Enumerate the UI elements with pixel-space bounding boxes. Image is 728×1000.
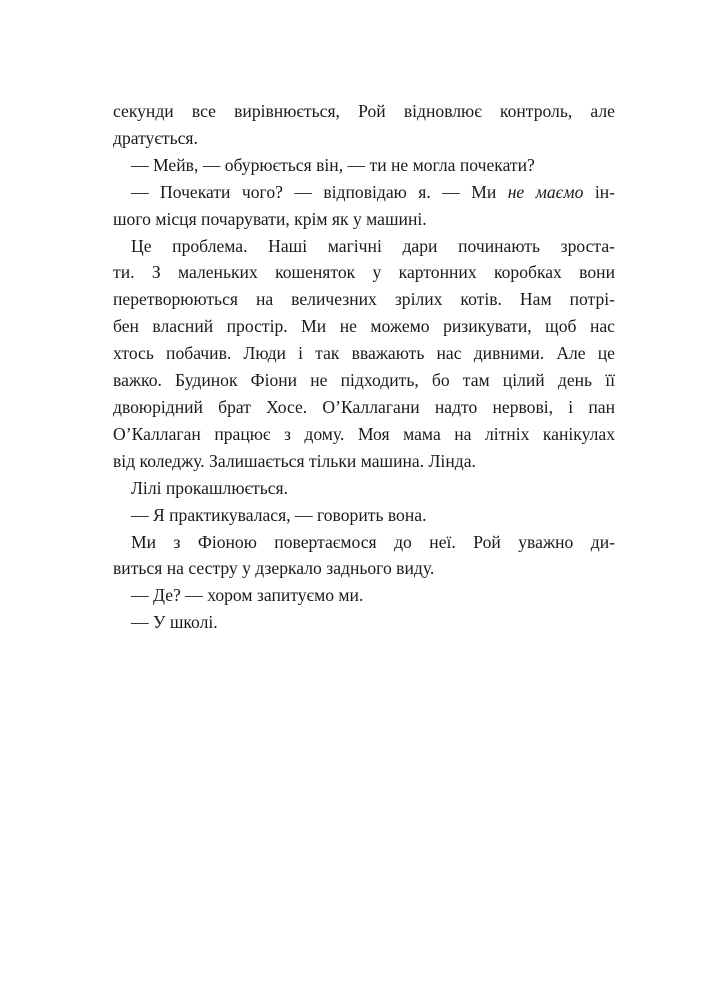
text-line-18: виться на сестру у дзеркало заднього виду.: [113, 558, 435, 579]
text-line-6: Це проблема. Наші магічні дари починають зроста-: [131, 235, 615, 256]
text-line-9: бен власний простір. Ми не можемо ризикувати, щоб нас: [113, 316, 615, 337]
text-line-12: двоюрідний брат Хосе. О’Каллагани надто нервові, і пан: [113, 396, 615, 417]
text-line-14: від коледжу. Залишається тільки машина. Лінда.: [113, 450, 476, 471]
text-line-13: О’Каллаган працює з дому. Моя мама на літніх канікулах: [113, 423, 615, 444]
text-line-7: ти. З маленьких кошеняток у картонних коробках вони: [113, 262, 615, 283]
text-line-17: Ми з Фіоною повертаємося до неї. Рой уважно ди-: [131, 531, 615, 552]
text-line-4-part-2: ін-: [594, 181, 615, 202]
book-page-text: [113, 98, 615, 636]
text-line-4-part-1: — Почекати чого? — відповідаю я. — Ми: [131, 181, 497, 202]
text-line-11: важко. Будинок Фіони не підходить, бо там цілий день її: [113, 370, 615, 391]
text-line-20: — У школі.: [131, 612, 218, 633]
text-line-10: хтось побачив. Люди і так вважають нас дивними. Але це: [113, 343, 615, 364]
text-line-4: [113, 179, 615, 206]
text-line-19: — Де? — хором запитуємо ми.: [131, 585, 364, 606]
text-line-3: — Мейв, — обурюється він, — ти не могла почекати?: [131, 154, 535, 175]
text-line-2: дратується.: [113, 127, 198, 148]
text-line-8: перетворюються на величезних зрілих котів. Нам потрі-: [113, 289, 615, 310]
text-line-4-emphasis: не маємо: [507, 181, 584, 202]
text-line-16: — Я практикувалася, — говорить вона.: [131, 504, 427, 525]
text-line-1: секунди все вирівнюється, Рой відновлює контроль, але: [113, 101, 615, 121]
text-line-5: шого місця почарувати, крім як у машині.: [113, 208, 427, 229]
text-line-15: Лілі прокашлюється.: [131, 477, 289, 498]
